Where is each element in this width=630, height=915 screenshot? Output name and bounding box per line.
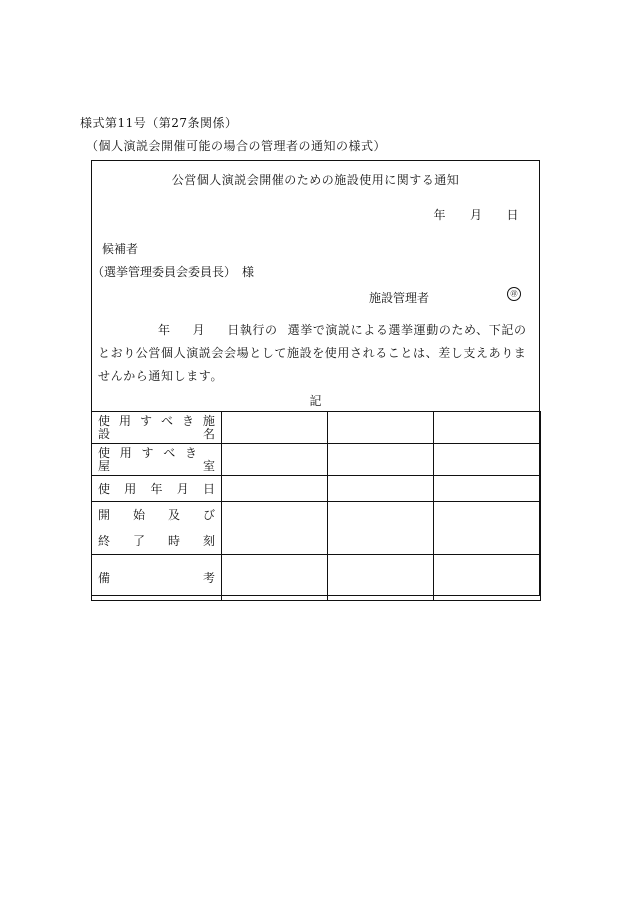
facility-table	[91, 411, 541, 601]
remarks-cell-2[interactable]	[328, 555, 434, 601]
label-char: 日	[202, 482, 215, 496]
label-char: 名	[202, 426, 215, 441]
label-char: 使	[98, 482, 111, 496]
label-char: 使	[98, 445, 111, 460]
label-char: 施	[202, 413, 215, 428]
facility-name-cell-2[interactable]	[328, 412, 434, 444]
usage-date-label	[92, 476, 222, 502]
room-cell-1[interactable]	[222, 444, 328, 476]
remarks-label	[92, 555, 222, 601]
usage-date-cell-2[interactable]	[328, 476, 434, 502]
room-cell-3[interactable]	[434, 444, 541, 476]
facility-name-label	[92, 412, 222, 444]
label-char: 備	[98, 571, 111, 585]
label-char: す	[141, 445, 154, 460]
table-row	[92, 555, 541, 601]
table-row	[92, 476, 541, 502]
label-char: 考	[202, 571, 215, 585]
date-month: 月	[469, 208, 483, 222]
notice-title: 公営個人演説会開催のための施設使用に関する通知	[171, 173, 460, 187]
candidate-label: 候補者	[102, 242, 139, 256]
facility-name-cell-3[interactable]	[434, 412, 541, 444]
label-char: 設	[98, 426, 111, 441]
form-number: 様式第11号（第27条関係）	[80, 116, 238, 130]
label-char: 時	[167, 534, 180, 548]
label-char: 年	[150, 482, 163, 496]
date-day: 日	[506, 208, 519, 222]
label-char: 終	[98, 534, 111, 548]
ki-label: 記	[309, 394, 322, 408]
label-char: び	[202, 508, 215, 522]
committee-label: （選挙管理委員会委員長） 様	[92, 265, 255, 279]
label-char: す	[139, 413, 152, 428]
label-char: 用	[118, 413, 131, 428]
notice-body	[92, 319, 531, 388]
date-line	[433, 206, 519, 223]
room-cell-2[interactable]	[328, 444, 434, 476]
form-subtitle: （個人演説会開催可能の場合の管理者の通知の様式）	[86, 139, 387, 153]
body-text: 選挙で演説による選挙運動のため、下記のとおり公営個人演説会会場として施設を使用されることは、差し支えありませんから通知します。	[98, 323, 527, 383]
time-cell-1[interactable]	[222, 502, 328, 555]
label-char: 月	[176, 482, 189, 496]
label-char: 了	[132, 534, 145, 548]
label-char: 及	[167, 508, 180, 522]
body-year: 年	[158, 323, 171, 337]
time-cell-2[interactable]	[328, 502, 434, 555]
start-end-time-label	[92, 502, 222, 555]
label-char: 用	[124, 482, 137, 496]
label-char: 刻	[202, 534, 215, 548]
body-day-exec: 日執行の	[227, 323, 278, 337]
table-row	[92, 412, 541, 444]
notice-frame	[91, 160, 540, 596]
remarks-cell-3[interactable]	[434, 555, 541, 601]
table-row	[92, 444, 541, 476]
date-year: 年	[433, 208, 446, 222]
label-char: べ	[163, 445, 176, 460]
time-cell-3[interactable]	[434, 502, 541, 555]
label-char: 屋	[98, 458, 111, 473]
label-char: 始	[132, 508, 145, 522]
label-char: 室	[202, 458, 215, 473]
body-month: 月	[192, 323, 206, 337]
label-char: き	[184, 445, 197, 460]
label-char: 用	[119, 445, 132, 460]
remarks-cell-1[interactable]	[222, 555, 328, 601]
facility-manager-label: 施設管理者	[369, 291, 430, 305]
room-label	[92, 444, 222, 476]
label-char: 使	[98, 413, 111, 428]
table-row	[92, 502, 541, 555]
label-char: 開	[98, 508, 111, 522]
facility-name-cell-1[interactable]	[222, 412, 328, 444]
usage-date-cell-1[interactable]	[222, 476, 328, 502]
label-char: き	[181, 413, 194, 428]
label-char: べ	[160, 413, 173, 428]
seal-icon: ㊞	[507, 287, 521, 301]
usage-date-cell-3[interactable]	[434, 476, 541, 502]
